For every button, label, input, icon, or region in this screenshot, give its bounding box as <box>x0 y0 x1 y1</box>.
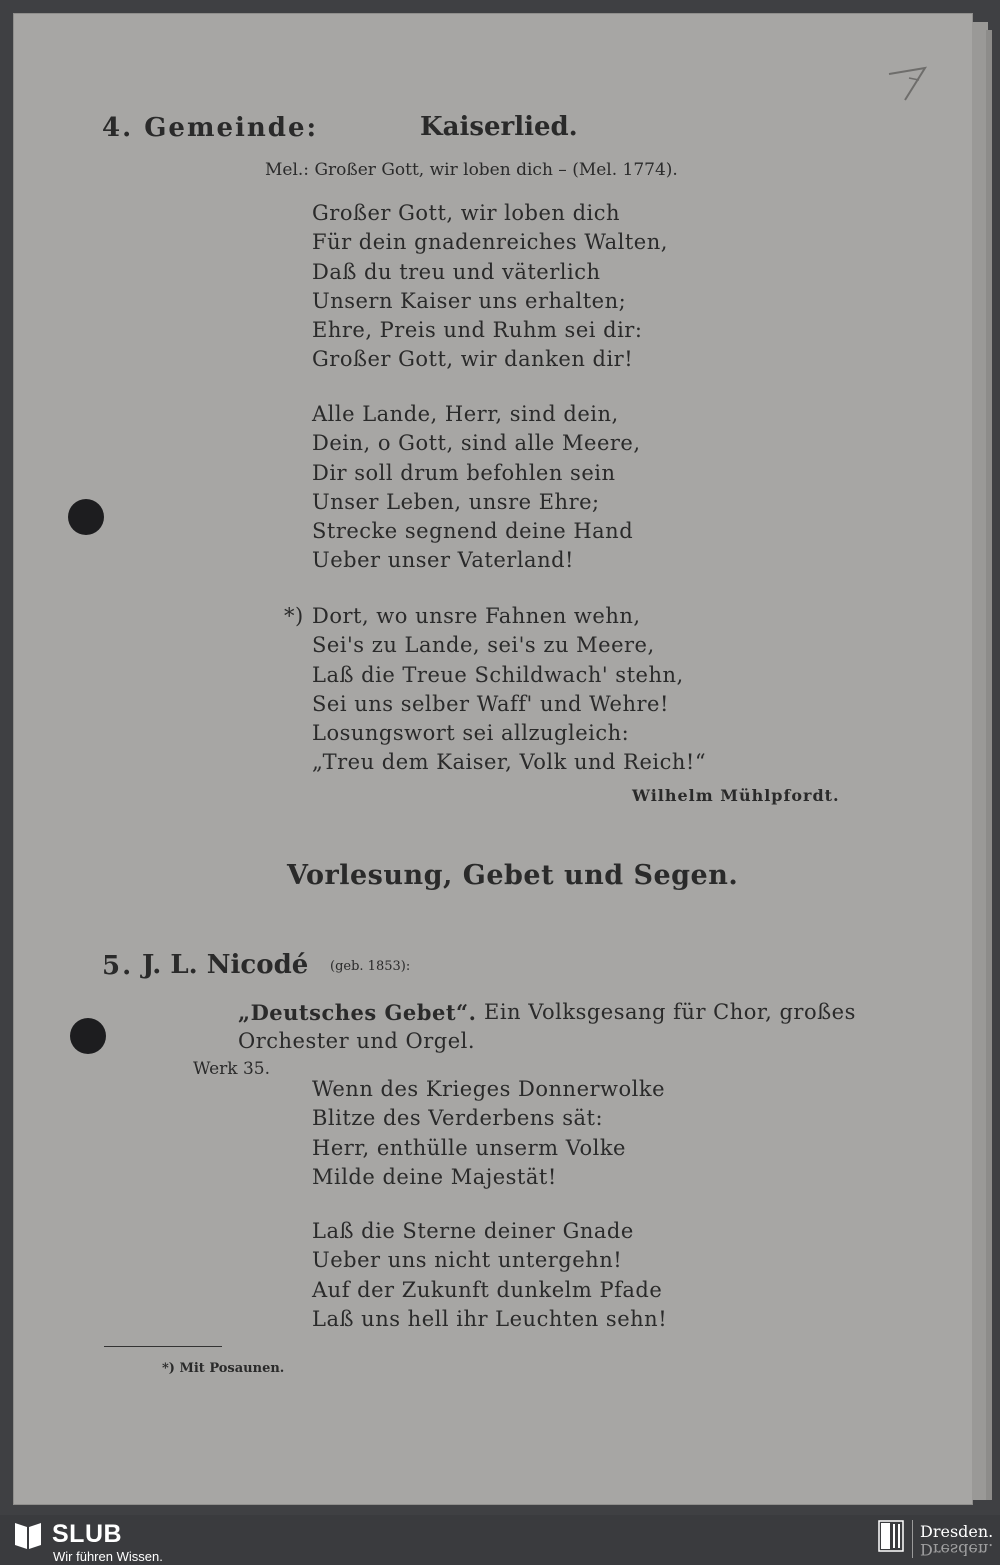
verse-line: Dir soll drum befohlen sein <box>312 460 616 485</box>
verse-line: Sei's zu Lande, sei's zu Meere, <box>312 633 655 658</box>
dresden-logo-reflection: Dresden. <box>920 1540 994 1559</box>
verse-line: Auf der Zukunft dunkelm Pfade <box>312 1277 663 1302</box>
stanza-3 <box>312 602 706 778</box>
melody-note: Mel.: Großer Gott, wir loben dich – (Mel. 1774). <box>265 160 678 180</box>
slub-brand[interactable]: SLUB <box>52 1520 123 1548</box>
stanza-1 <box>312 199 668 375</box>
work-description: Ein Volksgesang für Chor, großes <box>484 1000 856 1024</box>
verse-line: Ueber uns nicht untergehn! <box>312 1248 623 1273</box>
verse-line: Unser Leben, unsre Ehre; <box>312 489 600 514</box>
punch-hole <box>68 499 104 535</box>
work-description-2: Orchester und Orgel. <box>238 1029 476 1053</box>
footer-divider <box>912 1520 913 1558</box>
section-5-number: 5. <box>102 951 134 981</box>
verse-line: Blitze des Verderbens sät: <box>312 1106 604 1131</box>
stanza-5-1 <box>312 1075 665 1192</box>
verse-line: Milde deine Majestät! <box>312 1164 557 1189</box>
pencil-page-number <box>885 60 933 104</box>
composer-birth: (geb. 1853): <box>330 959 411 974</box>
section-4-number: 4. Gemeinde: <box>102 113 319 143</box>
verse-line: Laß die Sterne deiner Gnade <box>312 1219 634 1243</box>
section-4-title: Kaiserlied. <box>420 112 578 142</box>
verse-line: Unsern Kaiser uns erhalten; <box>312 288 627 313</box>
author-attribution: Wilhelm Mühlpfordt. <box>632 786 840 805</box>
opus-number: Werk 35. <box>193 1059 271 1079</box>
interlude-heading: Vorlesung, Gebet und Segen. <box>287 860 739 891</box>
verse-line: „Treu dem Kaiser, Volk und Reich!“ <box>312 750 707 775</box>
verse-line: Dort, wo unsre Fahnen wehn, <box>312 604 641 628</box>
verse-line: Ehre, Preis und Ruhm sei dir: <box>312 318 643 343</box>
work-title: „Deutsches Gebet“. <box>238 1000 477 1025</box>
verse-line: Herr, enthülle unserm Volke <box>312 1135 626 1160</box>
verse-line: Dein, o Gott, sind alle Meere, <box>312 431 641 456</box>
page-edge-shadow <box>986 30 992 1500</box>
verse-line: Großer Gott, wir loben dich <box>312 201 621 225</box>
verse-line: Wenn des Krieges Donnerwolke <box>312 1077 666 1101</box>
slub-tagline: Wir führen Wissen. <box>53 1549 163 1564</box>
punch-hole <box>70 1018 106 1054</box>
footnote: *) Mit Posaunen. <box>162 1361 285 1376</box>
dresden-crest-icon <box>878 1520 904 1554</box>
verse-line: Losungswort sei allzugleich: <box>312 721 630 746</box>
verse-line: Laß die Treue Schildwach' stehn, <box>312 662 684 687</box>
slub-book-icon[interactable] <box>13 1519 43 1551</box>
verse-line: Strecke segnend deine Hand <box>312 519 634 544</box>
verse-line: Alle Lande, Herr, sind dein, <box>312 402 619 426</box>
verse-line: Sei uns selber Waff' und Wehre! <box>312 691 669 716</box>
stanza-5-2 <box>312 1217 667 1334</box>
verse-line: Daß du treu und väterlich <box>312 259 601 284</box>
verse-line: Laß uns hell ihr Leuchten sehn! <box>312 1306 668 1331</box>
composer-name: J. L. Nicodé <box>142 950 309 980</box>
dresden-logo-text[interactable]: Dresden. <box>920 1522 994 1541</box>
verse-line: Ueber unser Vaterland! <box>312 548 574 573</box>
footnote-marker: *) <box>284 604 304 628</box>
verse-line: Für dein gnadenreiches Walten, <box>312 230 668 255</box>
stanza-2 <box>312 400 641 576</box>
footnote-divider <box>104 1346 222 1347</box>
verse-line: Großer Gott, wir danken dir! <box>312 347 634 372</box>
